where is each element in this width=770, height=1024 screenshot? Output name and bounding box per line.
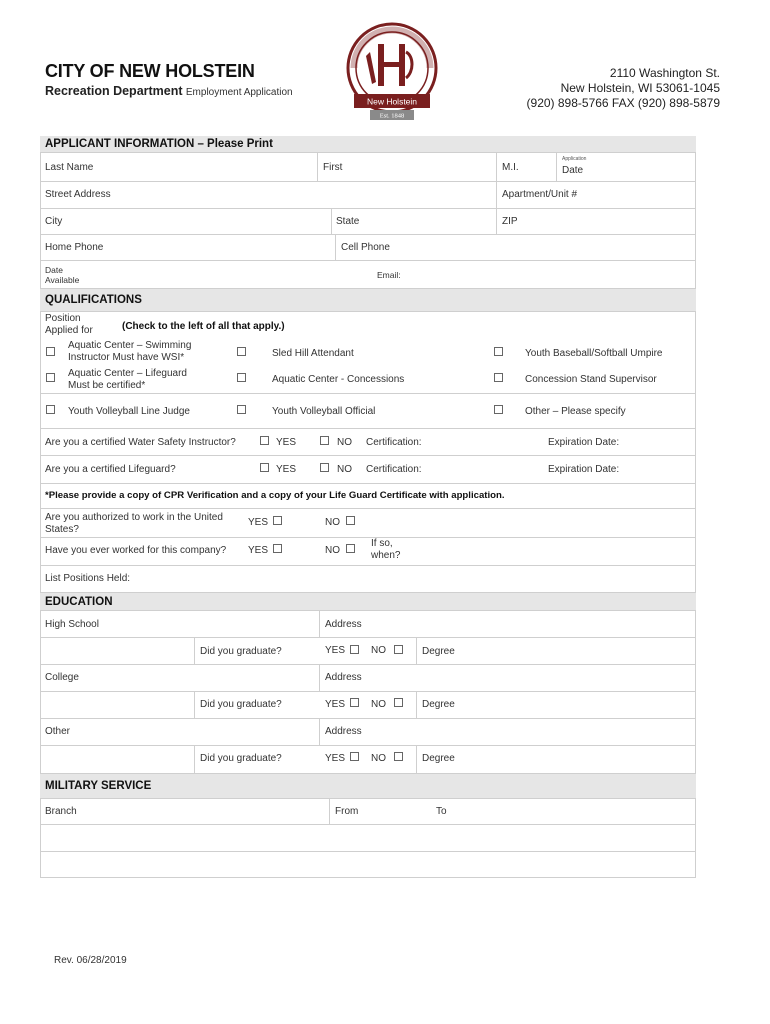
option-vb-official: Youth Volleyball Official [272,406,376,417]
checkbox-aquatic-swim[interactable] [46,347,55,356]
other-degree-field[interactable]: Degree [422,753,455,764]
option-aquatic-swim: Aquatic Center – Swimming Instructor Must have WSI* [68,340,192,363]
checkbox-other-yes[interactable] [350,752,359,761]
hs-degree-field[interactable]: Degree [422,646,455,657]
checkbox-vb-official[interactable] [237,405,246,414]
question-wsi: Are you a certified Water Safety Instructor? [45,437,236,448]
checkbox-wsi-yes[interactable] [260,436,269,445]
checkbox-other-no[interactable] [394,752,403,761]
checkbox-college-no[interactable] [394,698,403,707]
high-school-field[interactable]: High School [45,619,99,630]
wsi-certification-field[interactable]: Certification: [366,437,422,448]
list-positions-field[interactable]: List Positions Held: [45,573,131,584]
first-name-field[interactable]: First [323,162,343,173]
option-baseball-umpire: Youth Baseball/Softball Umpire [525,348,663,359]
hs-yes-label: YES [325,645,346,656]
checkbox-authorized-yes[interactable] [273,516,282,525]
logo-banner-text: New Holstein [366,96,418,107]
application-date-field[interactable]: Date [562,165,584,176]
section-applicant-information: APPLICANT INFORMATION – Please Print [40,136,696,152]
revision-date: Rev. 06/28/2019 [54,955,127,966]
checkbox-worked-yes[interactable] [273,544,282,553]
checkbox-college-yes[interactable] [350,698,359,707]
checkbox-authorized-no[interactable] [346,516,355,525]
address-line-1: 2110 Washington St. [609,66,720,80]
college-no-label: NO [371,699,386,710]
military-frame [40,798,696,878]
option-lifeguard: Aquatic Center – Lifeguard Must be certified* [68,368,187,391]
worked-no-label: NO [325,545,340,556]
section-military-service: MILITARY SERVICE [40,774,696,798]
high-school-address-field[interactable]: Address [325,619,362,630]
application-small-label: Application [562,156,587,162]
other-no-label: NO [371,753,386,764]
home-phone-field[interactable]: Home Phone [45,242,104,253]
checkbox-other[interactable] [494,405,503,414]
middle-initial-field[interactable]: M.I. [502,162,519,173]
city-address-block [527,66,720,111]
hs-no-label: NO [371,645,386,656]
apartment-field[interactable]: Apartment/Unit # [502,189,578,200]
from-field[interactable]: From [335,806,359,817]
checkbox-lifeguard-yes[interactable] [260,463,269,472]
section-qualifications: QUALIFICATIONS [40,289,696,311]
city-title: CITY OF NEW HOLSTEIN [45,61,255,81]
checkbox-sled-hill[interactable] [237,347,246,356]
checkbox-concessions[interactable] [237,373,246,382]
college-yes-label: YES [325,699,346,710]
college-graduate-label: Did you graduate? [200,699,282,710]
checkbox-wsi-no[interactable] [320,436,329,445]
other-yes-label: YES [325,753,346,764]
college-address-field[interactable]: Address [325,672,362,683]
hs-graduate-label: Did you graduate? [200,646,282,657]
to-field[interactable]: To [436,806,447,817]
authorized-yes-label: YES [248,517,269,528]
check-all-note: (Check to the left of all that apply.) [122,321,285,332]
option-sled-hill: Sled Hill Attendant [272,348,354,359]
city-field[interactable]: City [45,216,63,227]
education-frame [40,610,696,774]
lifeguard-yes-label: YES [276,464,297,475]
checkbox-line-judge[interactable] [46,405,55,414]
college-degree-field[interactable]: Degree [422,699,455,710]
email-field[interactable]: Email: [377,270,401,280]
street-address-field[interactable]: Street Address [45,189,111,200]
state-field[interactable]: State [336,216,360,227]
document-name: Employment Application [185,87,293,98]
checkbox-baseball-umpire[interactable] [494,347,503,356]
address-line-2: New Holstein, WI 53061-1045 [560,81,720,95]
lifeguard-expiration-field[interactable]: Expiration Date: [548,464,620,475]
logo-est-text: Est. 1848 [379,112,405,120]
city-seal-logo [340,22,444,126]
department-subtitle [45,84,293,98]
question-worked-before: Have you ever worked for this company? [45,545,227,556]
wsi-yes-label: YES [276,437,297,448]
branch-field[interactable]: Branch [45,806,77,817]
other-graduate-label: Did you graduate? [200,753,282,764]
zip-field[interactable]: ZIP [502,216,518,227]
position-applied-label: Position Applied for [45,313,93,336]
phone-fax-line: (920) 898-5766 FAX (920) 898-5879 [526,96,720,110]
cpr-note: *Please provide a copy of CPR Verification and a copy of your Life Guard Certificate with application. [45,490,505,501]
other-school-field[interactable]: Other [45,726,71,737]
question-lifeguard: Are you a certified Lifeguard? [45,464,176,475]
applicant-frame [40,152,696,289]
other-address-field[interactable]: Address [325,726,362,737]
last-name-field[interactable]: Last Name [45,162,94,173]
section-education: EDUCATION [40,593,696,610]
checkbox-worked-no[interactable] [346,544,355,553]
date-available-field[interactable]: Date Available [45,265,80,285]
wsi-expiration-field[interactable]: Expiration Date: [548,437,620,448]
checkbox-lifeguard[interactable] [46,373,55,382]
question-authorized: Are you authorized to work in the United States? [45,512,223,535]
lifeguard-certification-field[interactable]: Certification: [366,464,422,475]
option-line-judge: Youth Volleyball Line Judge [68,406,190,417]
checkbox-hs-yes[interactable] [350,645,359,654]
worked-yes-label: YES [248,545,269,556]
checkbox-lifeguard-no[interactable] [320,463,329,472]
option-concession-stand: Concession Stand Supervisor [525,374,657,385]
checkbox-hs-no[interactable] [394,645,403,654]
checkbox-concession-stand[interactable] [494,373,503,382]
wsi-no-label: NO [337,437,352,448]
cell-phone-field[interactable]: Cell Phone [341,242,390,253]
department-name: Recreation Department [45,84,183,98]
authorized-no-label: NO [325,517,340,528]
option-concessions: Aquatic Center - Concessions [272,374,405,385]
if-so-when-field[interactable]: If so, when? [371,538,401,561]
lifeguard-no-label: NO [337,464,352,475]
option-other: Other – Please specify [525,406,626,417]
college-field[interactable]: College [45,672,79,683]
